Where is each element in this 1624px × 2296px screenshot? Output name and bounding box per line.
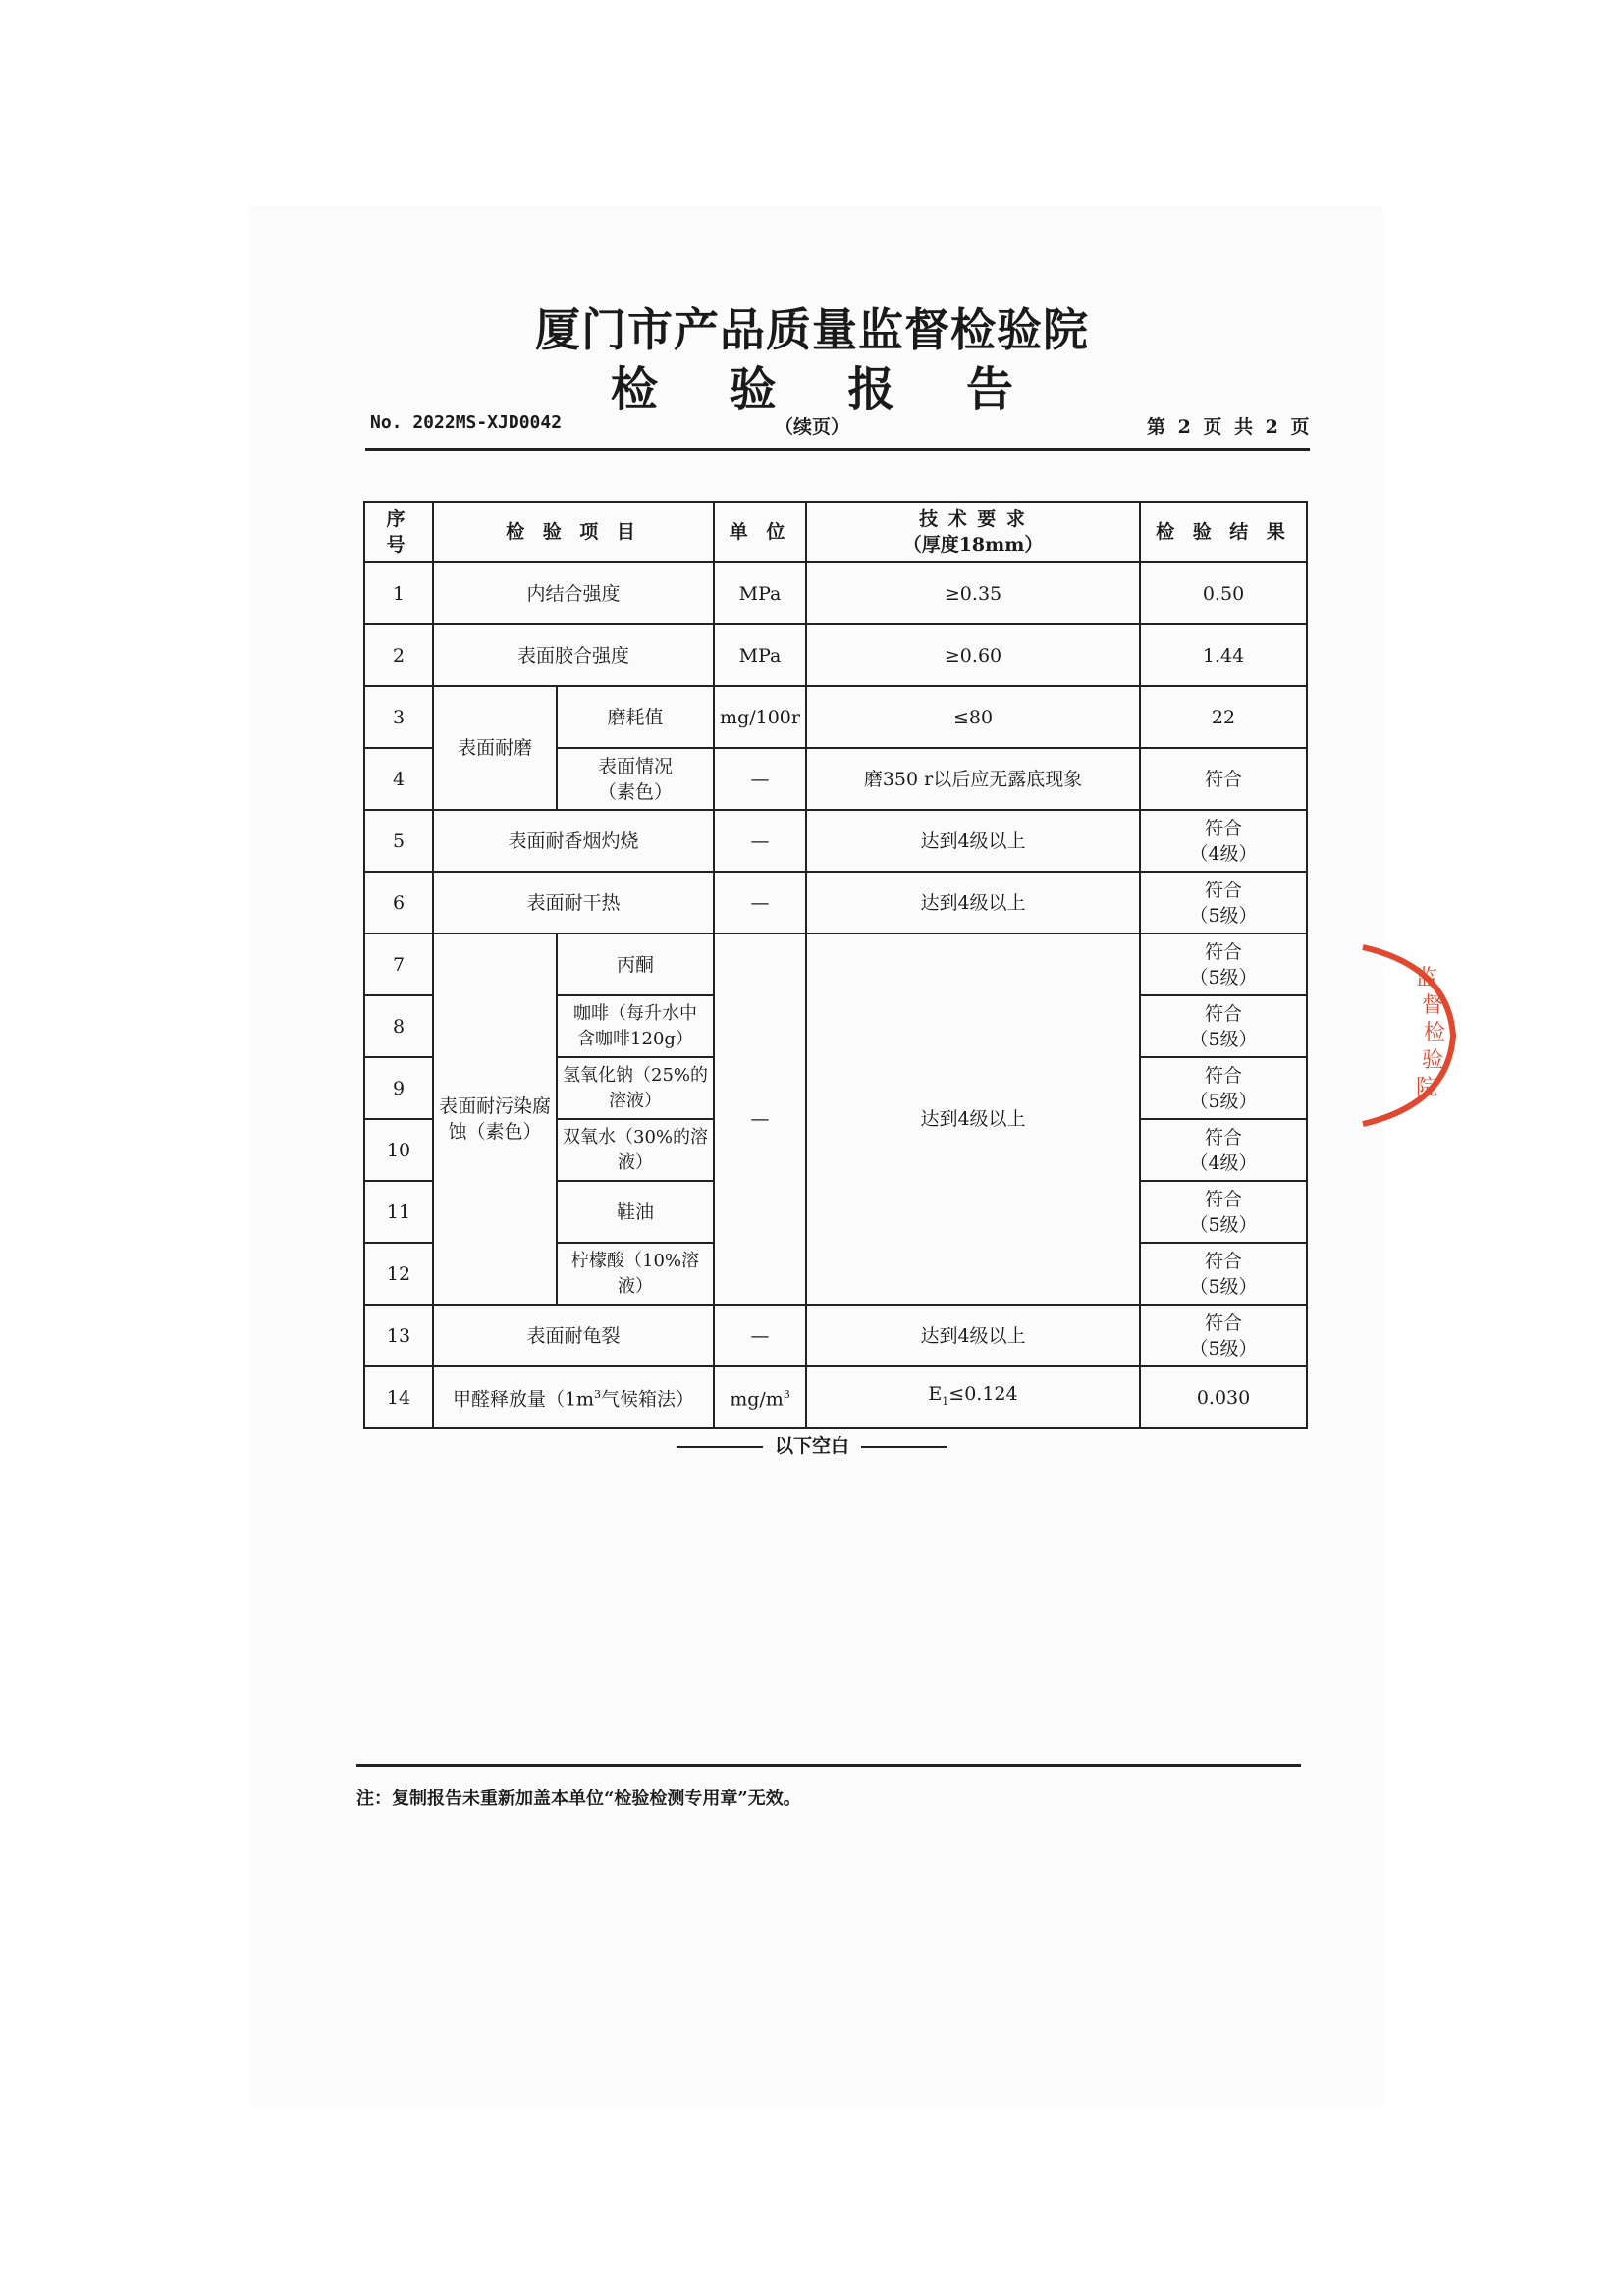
item-line: 液） bbox=[618, 1151, 653, 1173]
item-cell: 丙酮 bbox=[557, 934, 714, 995]
page-info: 第 2 页 共 2 页 bbox=[1147, 416, 1313, 438]
official-seal-icon bbox=[1355, 937, 1473, 1134]
seal-char: 检 bbox=[1424, 1021, 1446, 1045]
unit-cell: MPa bbox=[714, 624, 806, 686]
item-cell: 磨耗值 bbox=[557, 686, 714, 748]
item-line: 含咖啡120g） bbox=[577, 1028, 693, 1049]
continued-label: （续页） bbox=[774, 416, 849, 438]
requirement-cell: 达到4级以上 bbox=[806, 934, 1140, 1305]
seq-cell: 14 bbox=[364, 1366, 433, 1428]
seq-cell: 12 bbox=[364, 1243, 433, 1305]
item-line: 液） bbox=[618, 1275, 653, 1297]
result-line: 符合 bbox=[1205, 1311, 1243, 1334]
result-line: （5级） bbox=[1189, 1028, 1258, 1050]
item-line: 柠檬酸（10%溶 bbox=[571, 1250, 700, 1271]
item-line: 双氧水（30%的溶 bbox=[563, 1126, 709, 1148]
result-line: 符合 bbox=[1205, 1002, 1243, 1025]
seal-char: 监 bbox=[1416, 966, 1438, 990]
requirement-cell: ≤80 bbox=[806, 686, 1140, 748]
item-cell: 表面耐龟裂 bbox=[433, 1305, 714, 1366]
result-cell bbox=[1140, 1057, 1307, 1119]
result-cell: 0.030 bbox=[1140, 1366, 1307, 1428]
table-row bbox=[364, 624, 1307, 686]
result-cell bbox=[1140, 1305, 1307, 1366]
result-cell bbox=[1140, 995, 1307, 1057]
requirement-cell: 磨350 r以后应无露底现象 bbox=[806, 748, 1140, 810]
seal-char: 验 bbox=[1422, 1048, 1444, 1073]
item-cell bbox=[433, 1366, 714, 1428]
unit-cell: MPa bbox=[714, 562, 806, 624]
seq-cell: 6 bbox=[364, 872, 433, 934]
seq-cell: 8 bbox=[364, 995, 433, 1057]
table-row bbox=[364, 686, 1307, 748]
item-cell: 表面胶合强度 bbox=[433, 624, 714, 686]
req-text-tail: ≤0.124 bbox=[948, 1382, 1018, 1405]
item-text-tail: 气候箱法） bbox=[601, 1388, 695, 1411]
seq-cell: 2 bbox=[364, 624, 433, 686]
unit-cell bbox=[714, 1366, 806, 1428]
table-row bbox=[364, 1366, 1307, 1428]
unit-text: mg/m bbox=[730, 1388, 784, 1411]
table-header-row bbox=[364, 502, 1307, 562]
seq-cell: 4 bbox=[364, 748, 433, 810]
item-cell bbox=[557, 1243, 714, 1305]
result-cell bbox=[1140, 1181, 1307, 1243]
item-cell: 内结合强度 bbox=[433, 562, 714, 624]
result-cell: 1.44 bbox=[1140, 624, 1307, 686]
result-cell bbox=[1140, 810, 1307, 872]
header-tech bbox=[806, 502, 1140, 562]
unit-cell: mg/100r bbox=[714, 686, 806, 748]
table-row bbox=[364, 1305, 1307, 1366]
req-text: E bbox=[928, 1382, 943, 1405]
item-cell: 鞋油 bbox=[557, 1181, 714, 1243]
result-line: （5级） bbox=[1189, 1337, 1258, 1360]
item-text: 甲醛释放量（1m bbox=[452, 1388, 595, 1411]
req-subscript: 1 bbox=[942, 1394, 949, 1408]
result-line: （5级） bbox=[1189, 904, 1258, 927]
result-cell: 符合 bbox=[1140, 748, 1307, 810]
seq-cell: 11 bbox=[364, 1181, 433, 1243]
unit-cell: — bbox=[714, 934, 806, 1305]
dash-right bbox=[861, 1446, 947, 1448]
result-cell: 0.50 bbox=[1140, 562, 1307, 624]
item-cell bbox=[557, 1057, 714, 1119]
result-line: 符合 bbox=[1205, 1188, 1243, 1210]
result-line: （4级） bbox=[1189, 842, 1258, 865]
result-cell bbox=[1140, 1243, 1307, 1305]
result-line: （5级） bbox=[1189, 1275, 1258, 1298]
item-line: （素色） bbox=[598, 780, 674, 803]
group-cell-stain bbox=[433, 934, 557, 1305]
item-line: 表面情况 bbox=[598, 755, 674, 777]
unit-cell: — bbox=[714, 810, 806, 872]
item-cell: 表面耐香烟灼烧 bbox=[433, 810, 714, 872]
item-line: 氢氧化钠（25%的 bbox=[563, 1064, 709, 1086]
table-row bbox=[364, 934, 1307, 995]
seq-cell: 13 bbox=[364, 1305, 433, 1366]
header-unit: 单 位 bbox=[714, 502, 806, 562]
result-line: 符合 bbox=[1205, 1126, 1243, 1148]
table-row bbox=[364, 810, 1307, 872]
header-seq: 序 号 bbox=[364, 502, 433, 562]
seal-char: 督 bbox=[1422, 993, 1444, 1018]
item-line: 咖啡（每升水中 bbox=[573, 1002, 697, 1024]
result-line: 符合 bbox=[1205, 1064, 1243, 1087]
institute-title: 厦门市产品质量监督检验院 bbox=[535, 303, 1089, 356]
seq-cell: 3 bbox=[364, 686, 433, 748]
group-line: 蚀（素色） bbox=[448, 1121, 542, 1143]
item-line: 溶液） bbox=[609, 1090, 662, 1111]
item-cell: 表面耐干热 bbox=[433, 872, 714, 934]
requirement-cell bbox=[806, 1366, 1140, 1428]
seq-cell: 9 bbox=[364, 1057, 433, 1119]
seq-cell: 5 bbox=[364, 810, 433, 872]
seq-cell: 1 bbox=[364, 562, 433, 624]
footer-note: 注：复制报告未重新加盖本单位“检验检测专用章”无效。 bbox=[356, 1789, 801, 1809]
report-number: No. 2022MS-XJD0042 bbox=[370, 412, 563, 433]
header-tech-line2: （厚度18mm） bbox=[902, 534, 1044, 556]
header-item: 检 验 项 目 bbox=[433, 502, 714, 562]
table-row bbox=[364, 562, 1307, 624]
blank-below-note bbox=[0, 1431, 1624, 1458]
seq-cell: 10 bbox=[364, 1119, 433, 1181]
unit-cell: — bbox=[714, 1305, 806, 1366]
dash-left bbox=[677, 1446, 763, 1448]
result-line: 符合 bbox=[1205, 940, 1243, 963]
unit-cell: — bbox=[714, 748, 806, 810]
result-cell bbox=[1140, 872, 1307, 934]
requirement-cell: ≥0.60 bbox=[806, 624, 1140, 686]
requirement-cell: 达到4级以上 bbox=[806, 810, 1140, 872]
result-cell bbox=[1140, 934, 1307, 995]
unit-cell: — bbox=[714, 872, 806, 934]
results-table bbox=[363, 501, 1308, 1429]
item-superscript: 3 bbox=[594, 1388, 602, 1402]
table-row bbox=[364, 872, 1307, 934]
group-cell-abrasion: 表面耐磨 bbox=[433, 686, 557, 810]
result-cell bbox=[1140, 1119, 1307, 1181]
report-title: 检 验 报 告 bbox=[610, 362, 1042, 417]
result-cell: 22 bbox=[1140, 686, 1307, 748]
requirement-cell: 达到4级以上 bbox=[806, 872, 1140, 934]
result-line: （5级） bbox=[1189, 1090, 1258, 1112]
seq-cell: 7 bbox=[364, 934, 433, 995]
seal-char: 院 bbox=[1416, 1076, 1438, 1100]
item-cell bbox=[557, 748, 714, 810]
requirement-cell: 达到4级以上 bbox=[806, 1305, 1140, 1366]
result-line: 符合 bbox=[1205, 879, 1243, 901]
header-rule bbox=[365, 448, 1310, 451]
item-cell bbox=[557, 995, 714, 1057]
item-cell bbox=[557, 1119, 714, 1181]
header-tech-line1: 技 术 要 求 bbox=[919, 508, 1027, 530]
footer-rule bbox=[356, 1764, 1301, 1767]
header-result: 检 验 结 果 bbox=[1140, 502, 1307, 562]
result-line: （4级） bbox=[1189, 1151, 1258, 1174]
blank-note-text: 以下空白 bbox=[774, 1435, 849, 1457]
result-line: 符合 bbox=[1205, 1250, 1243, 1272]
result-line: （5级） bbox=[1189, 1213, 1258, 1236]
requirement-cell: ≥0.35 bbox=[806, 562, 1140, 624]
result-line: （5级） bbox=[1189, 966, 1258, 988]
group-line: 表面耐污染腐 bbox=[438, 1095, 551, 1117]
result-line: 符合 bbox=[1205, 817, 1243, 839]
unit-superscript: 3 bbox=[783, 1388, 790, 1402]
